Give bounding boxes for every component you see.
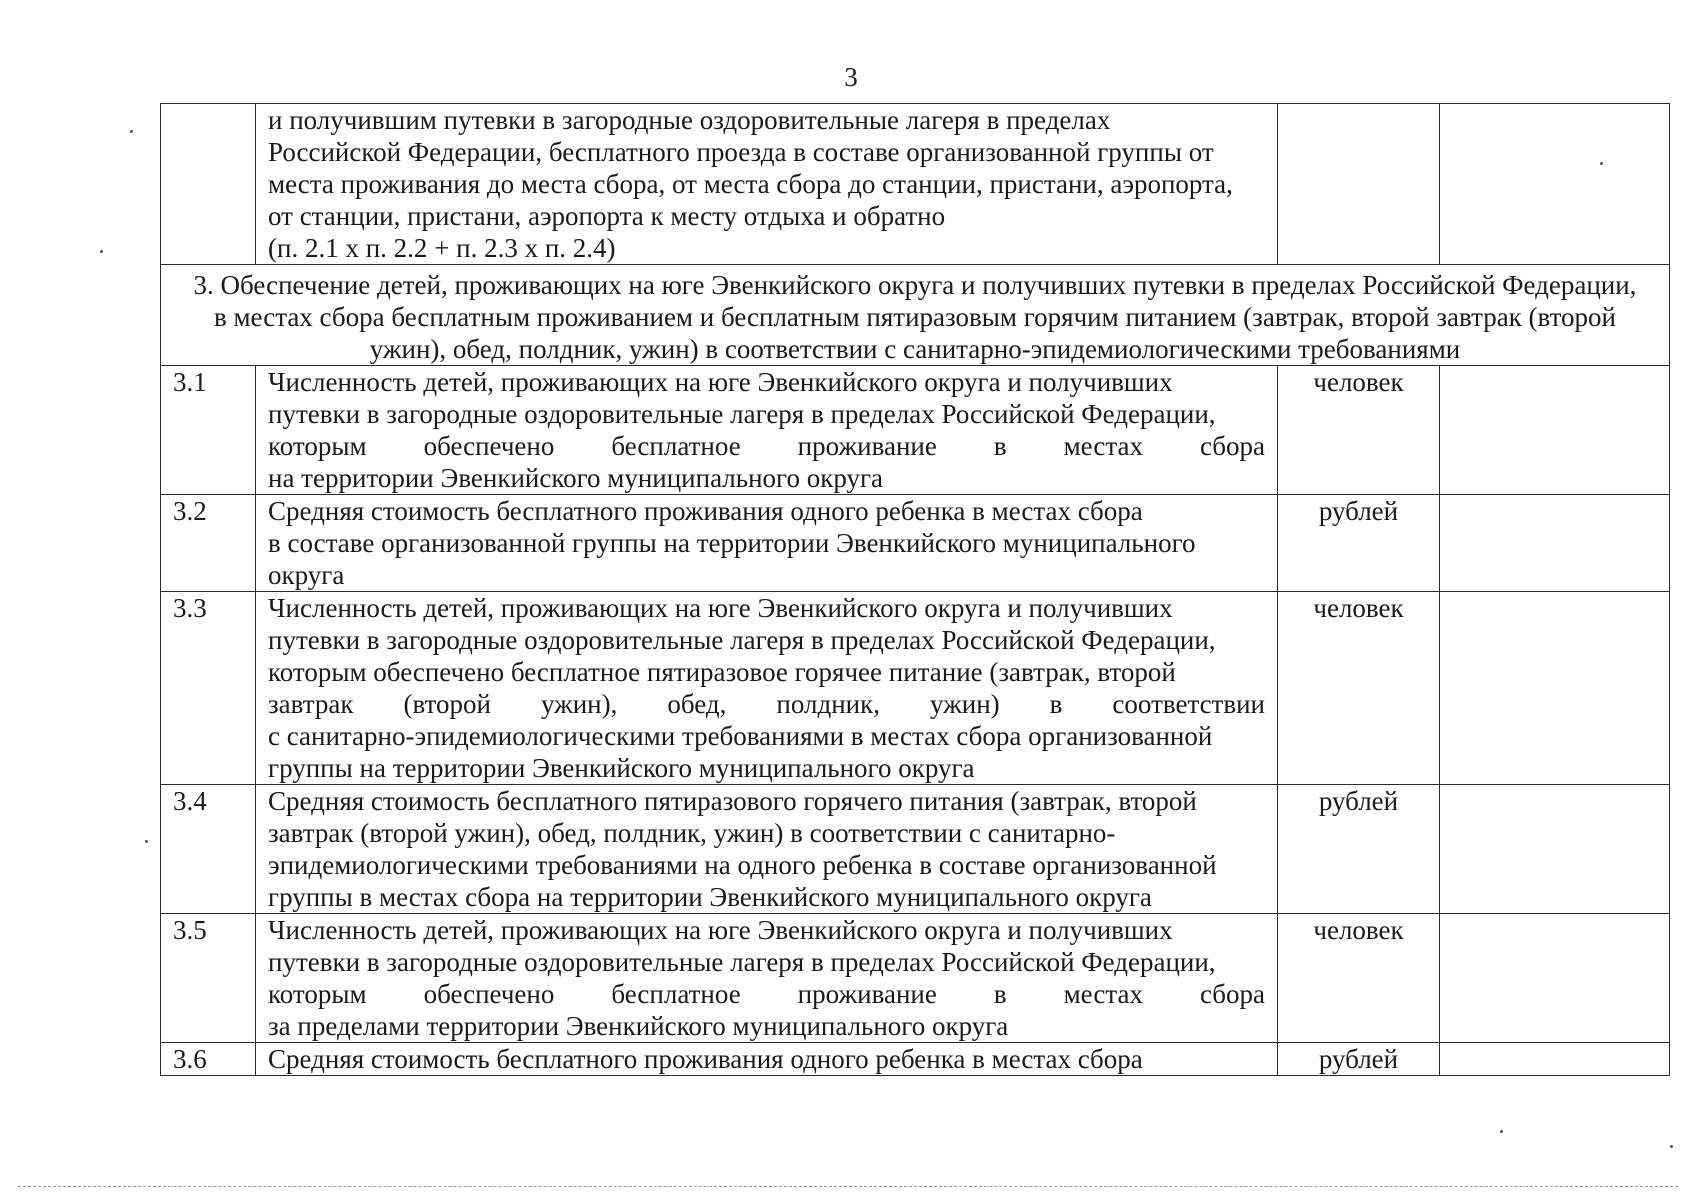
row-number-cell (161, 785, 256, 914)
unit-label: человек (1313, 915, 1404, 945)
value-cell (1440, 914, 1670, 1043)
scan-speck (145, 840, 148, 843)
indicator-description (256, 495, 1278, 592)
unit-cell (1278, 914, 1440, 1043)
description-line: которым обеспечено бесплатное проживание в местах сбора (268, 979, 1265, 1009)
page-number: 3 (844, 62, 858, 92)
scan-speck (130, 130, 133, 133)
description-line: на территории Эвенкийского муниципального округа (268, 463, 884, 493)
description-line: которым обеспечено бесплатное пятиразовое горячее питание (завтрак, второй (268, 657, 1176, 687)
row-number: 3.6 (173, 1044, 207, 1074)
value-cell (1440, 366, 1670, 495)
page-bottom-rule (18, 1186, 1678, 1187)
description-line: Численность детей, проживающих на юге Эвенкийского округа и получивших (268, 915, 1173, 945)
section-heading-line: 3. Обеспечение детей, проживающих на юге Эвенкийского округа и получивших путевки в пределах Российской Федерации, (193, 270, 1637, 300)
table-row (161, 592, 1670, 785)
table-row (161, 495, 1670, 592)
indicator-description (256, 366, 1278, 495)
row-number: 3.4 (173, 786, 207, 816)
description-line: группы на территории Эвенкийского муниципального округа (268, 753, 975, 783)
indicator-description (256, 785, 1278, 914)
description-line: (п. 2.1 х п. 2.2 + п. 2.3 х п. 2.4) (268, 233, 616, 263)
scan-speck (100, 250, 103, 253)
row-number-cell (161, 1043, 256, 1076)
section-heading (161, 265, 1670, 366)
row-number-cell (161, 495, 256, 592)
description-line: Средняя стоимость бесплатного пятиразового горячего питания (завтрак, второй (268, 786, 1197, 816)
section-heading-line: в местах сбора бесплатным проживанием и бесплатным пятиразовым горячим питанием (завтрак, второй завтрак (второй (213, 302, 1617, 332)
unit-cell (1278, 785, 1440, 914)
row-number: 3.5 (173, 915, 207, 945)
description-line: завтрак (второй ужин), обед, полдник, ужин) в соответствии (268, 689, 1265, 719)
section-header-row (161, 265, 1670, 366)
indicator-description (256, 104, 1278, 265)
indicator-description (256, 1043, 1278, 1076)
description-line: Численность детей, проживающих на юге Эвенкийского округа и получивших (268, 593, 1173, 623)
table-row (161, 1043, 1670, 1076)
section-heading-line: ужин), обед, полдник, ужин) в соответствии с санитарно-эпидемиологическими требованиями (369, 334, 1461, 364)
unit-label: человек (1313, 367, 1404, 397)
unit-cell (1278, 592, 1440, 785)
indicators-table (160, 103, 1670, 1076)
value-cell (1440, 592, 1670, 785)
description-line: эпидемиологическими требованиями на одного ребенка в составе организованной (268, 850, 1217, 880)
table-row (161, 785, 1670, 914)
description-line: путевки в загородные оздоровительные лагеря в пределах Российской Федерации, (268, 399, 1216, 429)
table-row (161, 104, 1670, 265)
description-line: путевки в загородные оздоровительные лагеря в пределах Российской Федерации, (268, 625, 1216, 655)
value-cell (1440, 495, 1670, 592)
row-number-cell (161, 592, 256, 785)
table-body (161, 104, 1670, 1076)
description-line: Численность детей, проживающих на юге Эвенкийского округа и получивших (268, 367, 1173, 397)
row-number-cell (161, 914, 256, 1043)
unit-label: рублей (1318, 786, 1399, 816)
description-line: и получившим путевки в загородные оздоровительные лагеря в пределах (268, 105, 1111, 135)
row-number-cell (161, 366, 256, 495)
description-line: за пределами территории Эвенкийского муниципального округа (268, 1011, 1009, 1041)
row-number: 3.1 (173, 367, 207, 397)
unit-label: рублей (1318, 1044, 1399, 1074)
unit-label: человек (1313, 593, 1404, 623)
unit-cell (1278, 495, 1440, 592)
unit-cell (1278, 366, 1440, 495)
scan-speck (1500, 1130, 1503, 1133)
scan-speck (1670, 1145, 1673, 1148)
value-cell (1440, 104, 1670, 265)
description-line: Средняя стоимость бесплатного проживания одного ребенка в местах сбора (268, 1044, 1143, 1074)
scan-speck (1600, 162, 1603, 165)
description-line: места проживания до места сбора, от места сбора до станции, пристани, аэропорта, (268, 169, 1233, 199)
description-line: группы в местах сбора на территории Эвенкийского муниципального округа (268, 882, 1152, 912)
unit-label: рублей (1318, 496, 1399, 526)
row-number: 3.2 (173, 496, 207, 526)
description-line: которым обеспечено бесплатное проживание в местах сбора (268, 431, 1265, 461)
value-cell (1440, 1043, 1670, 1076)
description-line: Средняя стоимость бесплатного проживания одного ребенка в местах сбора (268, 496, 1143, 526)
indicator-description (256, 914, 1278, 1043)
description-line: с санитарно-эпидемиологическими требованиями в местах сбора организованной (268, 721, 1213, 751)
description-line: Российской Федерации, бесплатного проезда в составе организованной группы от (268, 137, 1214, 167)
value-cell (1440, 785, 1670, 914)
table-row (161, 914, 1670, 1043)
table-row (161, 366, 1670, 495)
unit-cell (1278, 104, 1440, 265)
row-number: 3.3 (173, 593, 207, 623)
row-number-cell (161, 104, 256, 265)
description-line: от станции, пристани, аэропорта к месту отдыха и обратно (268, 201, 946, 231)
description-line: завтрак (второй ужин), обед, полдник, ужин) в соответствии с санитарно- (268, 818, 1116, 848)
description-line: в составе организованной группы на территории Эвенкийского муниципального (268, 528, 1196, 558)
indicator-description (256, 592, 1278, 785)
unit-cell (1278, 1043, 1440, 1076)
description-line: округа (268, 560, 345, 590)
description-line: путевки в загородные оздоровительные лагеря в пределах Российской Федерации, (268, 947, 1216, 977)
